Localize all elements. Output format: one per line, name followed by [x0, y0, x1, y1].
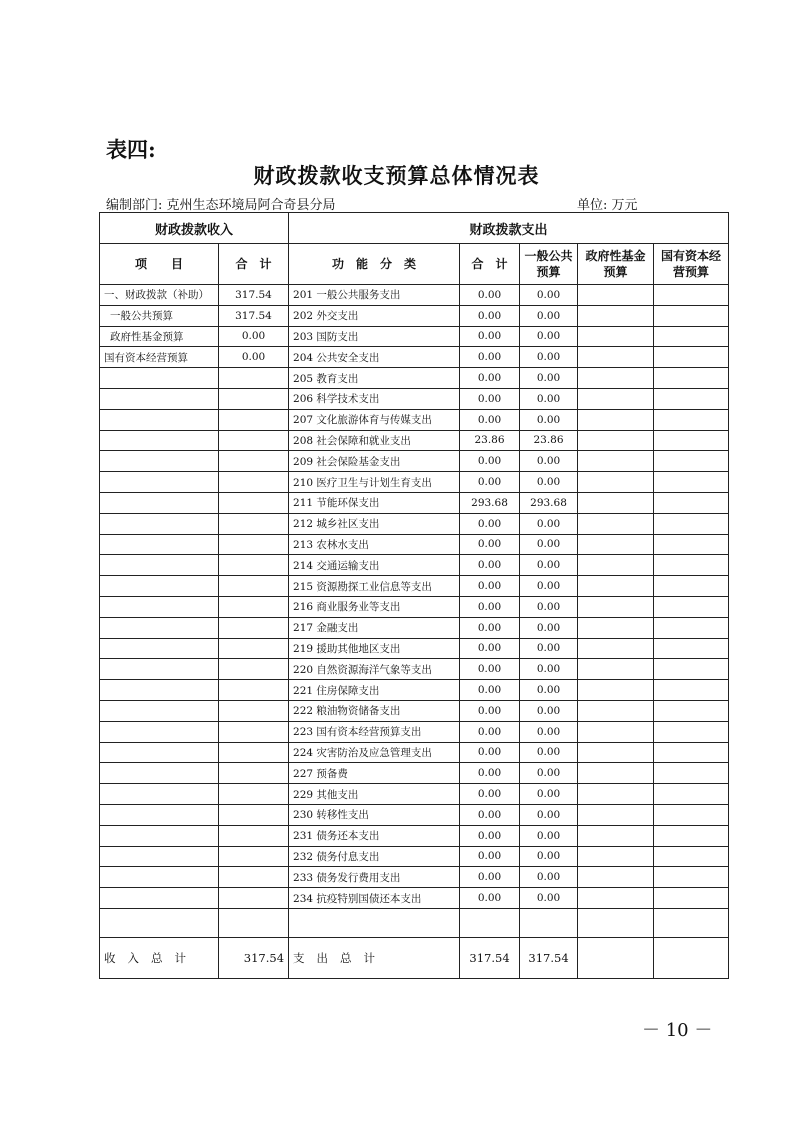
function-cell: 204 公共安全支出 [289, 347, 460, 368]
income-item-cell [100, 409, 219, 430]
function-cell: 208 社会保障和就业支出 [289, 430, 460, 451]
income-item-cell [100, 825, 219, 846]
gov-fund-cell [578, 700, 654, 721]
function-cell: 231 债务还本支出 [289, 825, 460, 846]
income-amount-cell [219, 555, 289, 576]
income-item-cell [100, 576, 219, 597]
function-cell: 222 粮油物资储备支出 [289, 700, 460, 721]
unit-label: 单位: 万元 [577, 198, 638, 213]
state-capital-cell [654, 763, 729, 784]
income-item-cell [100, 742, 219, 763]
table-row [100, 555, 729, 576]
income-item-cell [100, 513, 219, 534]
header-function: 功 能 分 类 [289, 244, 460, 285]
gov-fund-cell [578, 326, 654, 347]
income-amount-cell [219, 825, 289, 846]
gov-fund-cell [578, 825, 654, 846]
function-cell: 206 科学技术支出 [289, 388, 460, 409]
table-row [100, 576, 729, 597]
income-amount-cell [219, 804, 289, 825]
state-capital-cell [654, 326, 729, 347]
general-public-cell: 0.00 [520, 534, 578, 555]
state-capital-cell [654, 804, 729, 825]
income-amount-cell [219, 784, 289, 805]
income-total-label: 收入总计 [100, 937, 219, 978]
expense-total-cell: 0.00 [460, 763, 520, 784]
state-capital-cell [654, 305, 729, 326]
income-amount-cell [219, 576, 289, 597]
gov-fund-cell [578, 472, 654, 493]
page-title: 财政拨款收支预算总体情况表 [253, 163, 540, 188]
general-public-cell: 0.00 [520, 784, 578, 805]
income-item-cell: 政府性基金预算 [100, 326, 219, 347]
gov-fund-cell [578, 451, 654, 472]
income-item-cell [100, 472, 219, 493]
income-amount-cell: 317.54 [219, 285, 289, 306]
income-total-amount: 317.54 [219, 937, 289, 978]
function-cell: 229 其他支出 [289, 784, 460, 805]
function-cell: 212 城乡社区支出 [289, 513, 460, 534]
gov-fund-cell [578, 659, 654, 680]
function-cell: 221 住房保障支出 [289, 680, 460, 701]
expense-total-label: 支出总计 [289, 937, 460, 978]
blank-cell [219, 908, 289, 937]
header-expense-total: 合 计 [460, 244, 520, 285]
state-capital-cell [654, 700, 729, 721]
expense-total-cell: 0.00 [460, 888, 520, 909]
income-item-cell [100, 888, 219, 909]
income-item-cell [100, 388, 219, 409]
expense-total-cell: 0.00 [460, 617, 520, 638]
income-item-cell: 一般公共预算 [100, 305, 219, 326]
expense-total-cell: 0.00 [460, 680, 520, 701]
gov-fund-cell [578, 596, 654, 617]
income-amount-cell [219, 430, 289, 451]
general-public-cell: 0.00 [520, 804, 578, 825]
income-amount-cell [219, 888, 289, 909]
state-capital-cell [654, 742, 729, 763]
header-gov-fund: 政府性基金预算 [578, 244, 654, 285]
expense-general-total: 317.54 [520, 937, 578, 978]
expense-total-cell: 0.00 [460, 409, 520, 430]
general-public-cell: 293.68 [520, 492, 578, 513]
table-row [100, 388, 729, 409]
general-public-cell: 0.00 [520, 347, 578, 368]
income-amount-cell [219, 596, 289, 617]
general-public-cell: 0.00 [520, 825, 578, 846]
state-capital-cell [654, 534, 729, 555]
table-row [100, 472, 729, 493]
expense-total-cell: 0.00 [460, 285, 520, 306]
gov-fund-cell [578, 513, 654, 534]
gov-fund-cell [578, 409, 654, 430]
income-item-cell [100, 784, 219, 805]
header-income-total: 合 计 [219, 244, 289, 285]
table-row [100, 867, 729, 888]
table-row [100, 742, 729, 763]
header-expense: 财政拨款支出 [289, 213, 729, 244]
table-row [100, 326, 729, 347]
general-public-cell: 0.00 [520, 472, 578, 493]
table-row [100, 659, 729, 680]
general-public-cell: 0.00 [520, 555, 578, 576]
income-amount-cell: 317.54 [219, 305, 289, 326]
state-capital-cell [654, 472, 729, 493]
gov-fund-cell [578, 680, 654, 701]
expense-total-cell: 0.00 [460, 638, 520, 659]
income-item-cell [100, 846, 219, 867]
function-cell: 234 抗疫特别国债还本支出 [289, 888, 460, 909]
income-item-cell [100, 368, 219, 389]
gov-fund-cell [578, 763, 654, 784]
general-public-cell: 0.00 [520, 513, 578, 534]
income-amount-cell [219, 451, 289, 472]
header-income: 财政拨款收入 [100, 213, 289, 244]
table-row [100, 305, 729, 326]
state-capital-cell [654, 867, 729, 888]
gov-fund-cell [578, 555, 654, 576]
gov-fund-cell [578, 742, 654, 763]
header-row-2 [100, 244, 729, 285]
table-row [100, 784, 729, 805]
expense-total-cell: 0.00 [460, 305, 520, 326]
general-public-cell: 0.00 [520, 368, 578, 389]
expense-total-cell: 293.68 [460, 492, 520, 513]
general-public-cell: 0.00 [520, 638, 578, 659]
expense-total-cell: 0.00 [460, 742, 520, 763]
state-capital-cell [654, 638, 729, 659]
function-cell: 209 社会保险基金支出 [289, 451, 460, 472]
function-cell: 203 国防支出 [289, 326, 460, 347]
general-public-cell: 0.00 [520, 700, 578, 721]
function-cell: 219 援助其他地区支出 [289, 638, 460, 659]
gov-fund-cell [578, 617, 654, 638]
table-row [100, 846, 729, 867]
table-row [100, 596, 729, 617]
expense-total-cell: 0.00 [460, 721, 520, 742]
state-capital-cell [654, 347, 729, 368]
income-item-cell [100, 721, 219, 742]
expense-total-cell: 0.00 [460, 659, 520, 680]
function-cell: 230 转移性支出 [289, 804, 460, 825]
gov-fund-cell [578, 784, 654, 805]
gov-fund-cell [578, 492, 654, 513]
function-cell: 220 自然资源海洋气象等支出 [289, 659, 460, 680]
table-row [100, 534, 729, 555]
state-capital-cell [654, 846, 729, 867]
header-row-1 [100, 213, 729, 244]
gov-fund-cell [578, 721, 654, 742]
income-amount-cell [219, 472, 289, 493]
state-capital-cell [654, 285, 729, 306]
general-public-cell: 0.00 [520, 596, 578, 617]
income-item-cell [100, 534, 219, 555]
table-row [100, 347, 729, 368]
general-public-cell: 0.00 [520, 451, 578, 472]
income-item-cell [100, 451, 219, 472]
expense-total-cell: 0.00 [460, 347, 520, 368]
state-capital-cell [654, 388, 729, 409]
gov-fund-cell [578, 430, 654, 451]
expense-total-cell: 0.00 [460, 513, 520, 534]
general-public-cell: 0.00 [520, 326, 578, 347]
general-public-cell: 0.00 [520, 576, 578, 597]
gov-fund-cell [578, 638, 654, 659]
state-capital-total [654, 937, 729, 978]
general-public-cell: 0.00 [520, 617, 578, 638]
state-capital-cell [654, 784, 729, 805]
gov-fund-cell [578, 285, 654, 306]
income-item-cell [100, 700, 219, 721]
income-amount-cell: 0.00 [219, 326, 289, 347]
gov-fund-cell [578, 804, 654, 825]
compiling-department: 编制部门: 克州生态环境局阿合奇县分局 [106, 198, 336, 213]
general-public-cell: 0.00 [520, 680, 578, 701]
blank-cell [100, 908, 219, 937]
income-item-cell [100, 492, 219, 513]
income-amount-cell [219, 617, 289, 638]
income-item-cell [100, 867, 219, 888]
expense-total-cell: 0.00 [460, 784, 520, 805]
income-item-cell [100, 596, 219, 617]
table-row [100, 451, 729, 472]
income-amount-cell [219, 368, 289, 389]
table-row [100, 804, 729, 825]
income-item-cell [100, 680, 219, 701]
general-public-cell: 0.00 [520, 742, 578, 763]
income-amount-cell [219, 721, 289, 742]
table-row [100, 617, 729, 638]
totals-row [100, 937, 729, 978]
income-item-cell [100, 430, 219, 451]
expense-total-cell: 0.00 [460, 368, 520, 389]
expense-total-cell: 0.00 [460, 846, 520, 867]
state-capital-cell [654, 596, 729, 617]
expense-total-cell: 0.00 [460, 326, 520, 347]
general-public-cell: 0.00 [520, 285, 578, 306]
blank-cell [654, 908, 729, 937]
table-row [100, 430, 729, 451]
expense-total-cell: 23.86 [460, 430, 520, 451]
function-cell: 227 预备费 [289, 763, 460, 784]
table-row [100, 409, 729, 430]
general-public-cell: 0.00 [520, 388, 578, 409]
table-row [100, 763, 729, 784]
header-general-public: 一般公共预算 [520, 244, 578, 285]
function-cell: 217 金融支出 [289, 617, 460, 638]
expense-total-cell: 0.00 [460, 555, 520, 576]
expense-total-amount: 317.54 [460, 937, 520, 978]
gov-fund-cell [578, 867, 654, 888]
function-cell: 214 交通运输支出 [289, 555, 460, 576]
table-row [100, 368, 729, 389]
function-cell: 205 教育支出 [289, 368, 460, 389]
function-cell: 216 商业服务业等支出 [289, 596, 460, 617]
general-public-cell: 0.00 [520, 763, 578, 784]
income-item-cell [100, 617, 219, 638]
state-capital-cell [654, 451, 729, 472]
table-label: 表四: [106, 137, 156, 162]
income-item-cell [100, 638, 219, 659]
state-capital-cell [654, 576, 729, 597]
income-item-cell [100, 555, 219, 576]
expense-total-cell: 0.00 [460, 472, 520, 493]
state-capital-cell [654, 721, 729, 742]
function-cell: 224 灾害防治及应急管理支出 [289, 742, 460, 763]
gov-fund-cell [578, 888, 654, 909]
general-public-cell: 0.00 [520, 888, 578, 909]
function-cell: 213 农林水支出 [289, 534, 460, 555]
state-capital-cell [654, 555, 729, 576]
expense-total-cell: 0.00 [460, 388, 520, 409]
income-amount-cell: 0.00 [219, 347, 289, 368]
table-row-blank [100, 908, 729, 937]
income-item-cell [100, 804, 219, 825]
expense-total-cell: 0.00 [460, 825, 520, 846]
expense-total-cell: 0.00 [460, 451, 520, 472]
function-cell: 215 资源勘探工业信息等支出 [289, 576, 460, 597]
table-row [100, 888, 729, 909]
expense-total-cell: 0.00 [460, 700, 520, 721]
income-amount-cell [219, 534, 289, 555]
header-state-capital: 国有资本经营预算 [654, 244, 729, 285]
header-item: 项 目 [100, 244, 219, 285]
state-capital-cell [654, 368, 729, 389]
state-capital-cell [654, 617, 729, 638]
income-amount-cell [219, 409, 289, 430]
general-public-cell: 0.00 [520, 846, 578, 867]
income-amount-cell [219, 867, 289, 888]
blank-cell [460, 908, 520, 937]
income-amount-cell [219, 492, 289, 513]
table-row [100, 700, 729, 721]
function-cell: 201 一般公共服务支出 [289, 285, 460, 306]
table-row [100, 680, 729, 701]
expense-total-cell: 0.00 [460, 576, 520, 597]
general-public-cell: 0.00 [520, 659, 578, 680]
income-amount-cell [219, 700, 289, 721]
function-cell: 232 债务付息支出 [289, 846, 460, 867]
function-cell: 211 节能环保支出 [289, 492, 460, 513]
income-item-cell: 国有资本经营预算 [100, 347, 219, 368]
income-item-cell [100, 763, 219, 784]
table-row [100, 285, 729, 306]
income-amount-cell [219, 638, 289, 659]
table-row [100, 825, 729, 846]
function-cell: 233 债务发行费用支出 [289, 867, 460, 888]
income-amount-cell [219, 763, 289, 784]
table-row [100, 492, 729, 513]
gov-fund-cell [578, 388, 654, 409]
state-capital-cell [654, 430, 729, 451]
blank-cell [520, 908, 578, 937]
gov-fund-cell [578, 368, 654, 389]
expense-total-cell: 0.00 [460, 534, 520, 555]
general-public-cell: 0.00 [520, 305, 578, 326]
expense-total-cell: 0.00 [460, 596, 520, 617]
state-capital-cell [654, 409, 729, 430]
general-public-cell: 0.00 [520, 409, 578, 430]
general-public-cell: 23.86 [520, 430, 578, 451]
function-cell: 223 国有资本经营预算支出 [289, 721, 460, 742]
state-capital-cell [654, 492, 729, 513]
income-amount-cell [219, 388, 289, 409]
table-row [100, 513, 729, 534]
function-cell: 207 文化旅游体育与传媒支出 [289, 409, 460, 430]
income-amount-cell [219, 659, 289, 680]
income-amount-cell [219, 513, 289, 534]
income-amount-cell [219, 846, 289, 867]
income-amount-cell [219, 742, 289, 763]
gov-fund-cell [578, 576, 654, 597]
gov-fund-total [578, 937, 654, 978]
table-row [100, 638, 729, 659]
income-item-cell [100, 659, 219, 680]
page-number: － 10 － [642, 1020, 713, 1041]
expense-total-cell: 0.00 [460, 804, 520, 825]
state-capital-cell [654, 680, 729, 701]
gov-fund-cell [578, 534, 654, 555]
expense-total-cell: 0.00 [460, 867, 520, 888]
general-public-cell: 0.00 [520, 867, 578, 888]
table-row [100, 721, 729, 742]
gov-fund-cell [578, 846, 654, 867]
state-capital-cell [654, 659, 729, 680]
general-public-cell: 0.00 [520, 721, 578, 742]
function-cell: 202 外交支出 [289, 305, 460, 326]
blank-cell [289, 908, 460, 937]
income-item-cell: 一、财政拨款（补助） [100, 285, 219, 306]
gov-fund-cell [578, 347, 654, 368]
state-capital-cell [654, 513, 729, 534]
budget-table [99, 212, 729, 979]
blank-cell [578, 908, 654, 937]
income-amount-cell [219, 680, 289, 701]
state-capital-cell [654, 888, 729, 909]
function-cell: 210 医疗卫生与计划生育支出 [289, 472, 460, 493]
state-capital-cell [654, 825, 729, 846]
gov-fund-cell [578, 305, 654, 326]
